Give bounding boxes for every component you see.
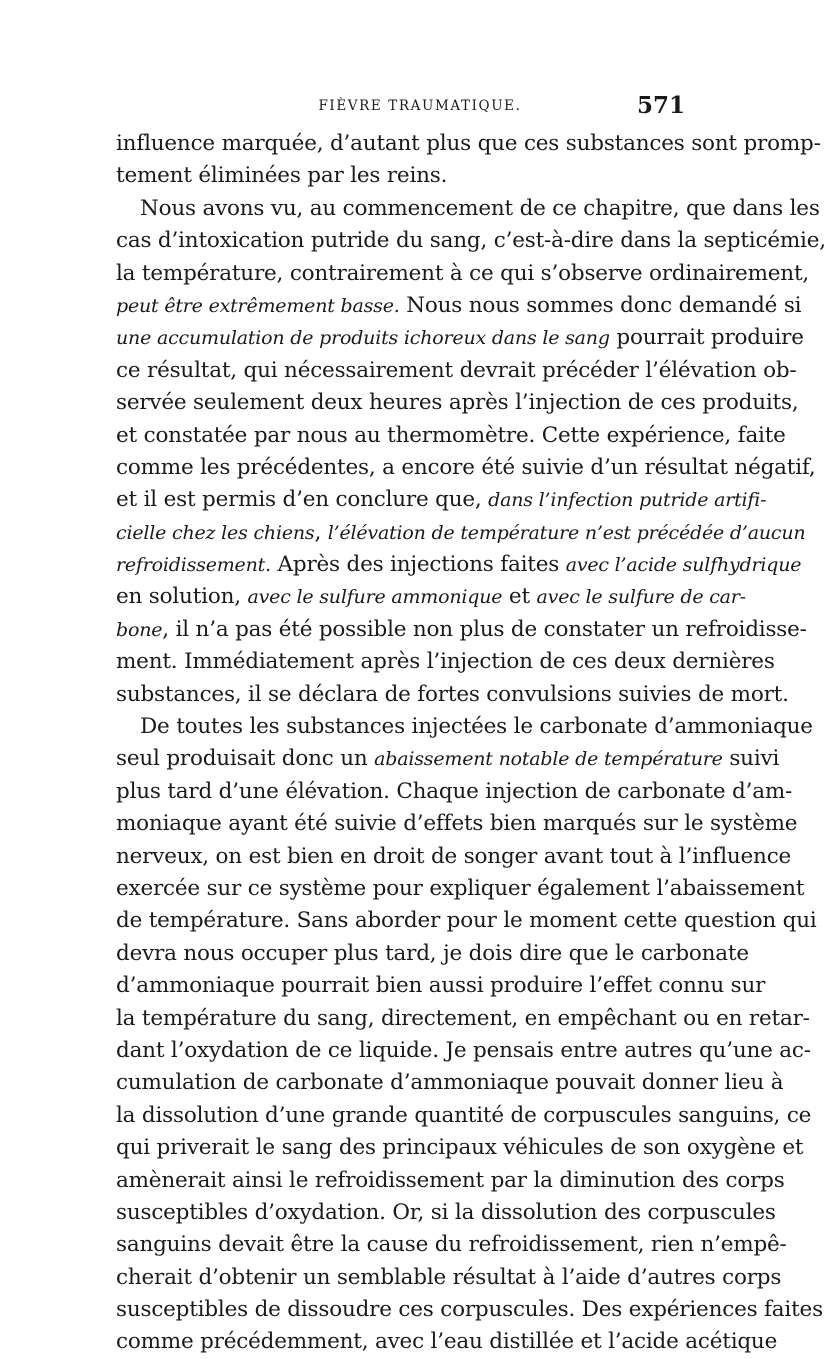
text-segment: d’ammoniaque pourrait bien aussi produire l’effet connu sur [116,973,766,999]
text-line [116,873,805,905]
text-line [116,905,817,937]
text-segment: moniaque ayant été suivie d’effets bien marqués sur le système [116,811,798,837]
text-segment: , [314,519,328,545]
text-line [116,420,786,452]
text-segment: la température du sang, directement, en empêchant ou en retar- [116,1005,810,1031]
text-segment: de température. Sans aborder pour le moment cette question qui [116,908,817,934]
page-number: 571 [636,92,685,119]
text-segment: influence marquée, d’autant plus que ces substances sont promp- [116,131,821,156]
text-segment: cas d’intoxication putride du sang, c’est-à-dire dans la septicémie, [116,228,826,254]
text-segment: comme les précédentes, a encore été suivie d’un résultat négatif, [116,454,816,480]
text-line [116,1165,785,1197]
text-segment: Nous nous sommes donc demandé si [399,292,802,318]
text-segment: ment. Immédiatement après l’injection de ces deux dernières [116,649,775,675]
text-segment: Nous avons vu, au commencement de ce chapitre, que dans les [140,195,820,221]
italic-text-segment: une accumulation de produits ichoreux dans le sang [116,327,610,350]
text-line [116,322,804,354]
italic-text-segment: avec l’acide sulfhydrique [565,554,802,577]
text-segment: ce résultat, qui nécessairement devrait précéder l’élévation ob- [116,357,797,383]
italic-text-segment: bone [116,618,163,641]
text-segment: suivi [722,746,780,772]
text-segment: comme précédemment, avec l’eau distillée et l’acide acétique [116,1329,778,1355]
text-segment: et il est permis d’en conclure que, [116,487,489,513]
text-line [116,711,813,743]
text-line [116,387,799,419]
text-segment: tement éliminées par les reins. [116,163,448,189]
text-segment: plus tard d’une élévation. Chaque injection de carbonate d’am- [116,778,793,804]
text-segment: cherait d’obtenir un semblable résultat à l’aide d’autres corps [116,1264,782,1290]
text-line [116,938,749,970]
body-text [116,128,826,1359]
text-segment: nerveux, on est bien en droit de songer avant tout à l’influence [116,843,792,869]
text-segment: pourrait produire [609,325,804,351]
text-line [116,679,789,711]
text-segment: la dissolution d’une grande quantité de corpuscules sanguins, ce [116,1102,812,1128]
text-line [116,808,798,840]
text-segment: sanguins devait être la cause du refroidissement, rien n’empê- [116,1232,787,1258]
italic-text-segment: cielle chez les chiens [116,521,315,544]
italic-text-segment: avec le sulfure de car- [536,586,746,609]
text-line [116,517,806,549]
text-segment: devra nous occuper plus tard, je dois dire que le carbonate [116,940,749,966]
italic-text-segment: dans l’infection putride artifi- [488,489,767,512]
text-segment: seul produisait donc un [116,746,375,772]
text-line [116,355,797,387]
text-segment: substances, il se déclara de fortes convulsions suivies de mort. [116,681,789,707]
text-line [116,1067,784,1099]
text-segment: Après des injections faites [270,552,566,578]
text-segment: et constatée par nous au thermomètre. Cette expérience, faite [116,422,786,448]
text-line [116,484,767,516]
text-line [116,1003,810,1035]
text-segment: susceptibles d’oxydation. Or, si la dissolution des corpuscules [116,1199,776,1225]
text-line [116,1100,812,1132]
italic-text-segment: avec le sulfure ammonique [247,586,503,609]
text-segment: dant l’oxydation de ce liquide. Je pensais entre autres qu’une ac- [116,1037,811,1063]
text-line [116,1035,811,1067]
text-line [116,258,810,290]
text-line [116,970,766,1002]
text-line [116,1326,778,1358]
text-segment: De toutes les substances injectées le carbonate d’ammoniaque [140,714,813,740]
text-line [116,614,807,646]
text-line [116,841,792,873]
text-line [116,743,780,775]
text-segment: la température, contrairement à ce qui s’observe ordinairement, [116,260,810,286]
text-line [116,776,793,808]
text-line [116,1294,823,1326]
text-line [116,1262,782,1294]
text-line [116,1132,804,1164]
page-header [115,92,685,122]
italic-text-segment: l’élévation de température n’est précédée d’aucun [327,521,806,544]
text-line [116,581,746,613]
text-line [116,549,802,581]
text-line [116,1197,776,1229]
running-head: FIÈVRE TRAUMATIQUE. [318,98,522,114]
text-line [116,128,821,160]
text-segment: en solution, [116,584,248,610]
italic-text-segment: refroidissement. [116,554,271,577]
text-line [116,160,684,192]
text-segment: , il n’a pas été possible non plus de constater un refroidisse- [162,616,807,642]
text-line [116,646,775,678]
text-segment: amènerait ainsi le refroidissement par la diminution des corps [116,1167,785,1193]
text-line [116,452,816,484]
text-segment: susceptibles de dissoudre ces corpuscules. Des expériences faites [116,1297,823,1323]
text-line [116,193,820,225]
text-segment: exercée sur ce système pour expliquer également l’abaissement [116,875,805,901]
italic-text-segment: abaissement notable de température [374,748,723,771]
text-segment: servée seulement deux heures après l’injection de ces produits, [116,390,799,416]
text-segment: et [502,584,537,610]
text-line [116,290,802,322]
text-line [116,225,826,257]
text-segment: qui priverait le sang des principaux véhicules de son oxygène et [116,1135,804,1161]
text-segment: cumulation de carbonate d’ammoniaque pouvait donner lieu à [116,1070,784,1096]
text-line [116,1229,787,1261]
italic-text-segment: peut être extrêmement basse. [116,294,400,317]
